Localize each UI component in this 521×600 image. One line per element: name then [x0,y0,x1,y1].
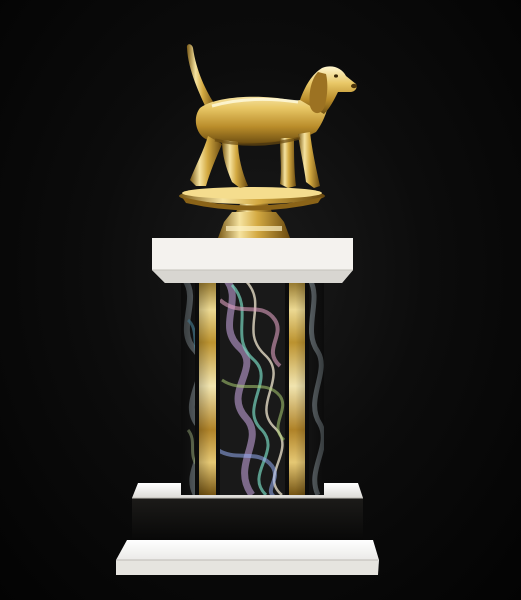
dog-tail [187,44,216,110]
trophy-column [181,277,324,498]
dog-nose [351,84,357,88]
base-black-band [132,498,363,540]
dog-figurine [187,44,357,188]
dog-front-leg-left [280,138,296,188]
figure-pedestal [179,187,325,238]
trophy-base [116,483,379,575]
dog-back-leg-left [190,136,222,186]
dog-back-leg-right [222,140,248,188]
base-bottom-front [116,560,378,575]
column-cap [152,238,353,283]
dog-eye [334,74,338,77]
dog-front-leg-right [298,132,320,188]
